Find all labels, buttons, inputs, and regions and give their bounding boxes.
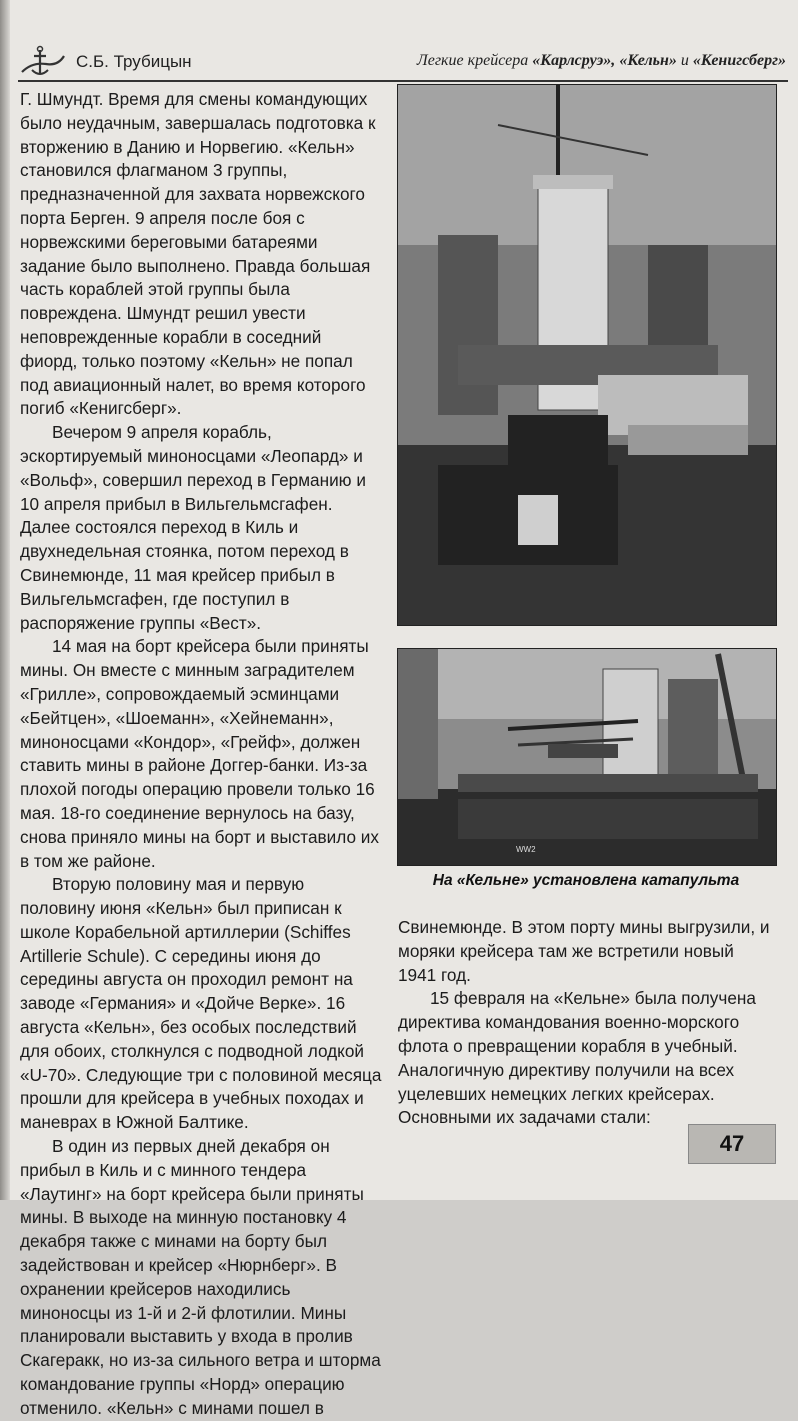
photo-cruiser-funnel-mast-drawing xyxy=(398,85,776,625)
left-text-column xyxy=(20,88,382,1421)
header-series-title: Легкие крейсера «Карлсруэ», «Кельн» и «Кенигсберг» xyxy=(416,52,786,69)
page-number: 47 xyxy=(719,1131,745,1156)
photo-catapult-seaplane xyxy=(397,648,777,866)
photo-watermark: WW2 xyxy=(516,845,536,854)
paragraph: Свинемюнде. В этом порту мины выгрузили, и моряки крейсера там же встретили новый 1941 год. xyxy=(398,917,770,985)
photo-cruiser-funnel-mast xyxy=(397,84,777,626)
header-author: С.Б. Трубицын xyxy=(76,52,192,71)
page-number-box xyxy=(688,1124,776,1164)
paragraph: В один из первых дней декабря он прибыл в Киль и с минного тендера «Лаутинг» на борт крейсера были приняты мины. В выходе на минную постановку 4 декабря также с минами на борту был задействован и крейсер «Нюрнберг». В охранении крейсеров находились миноносцы из 1-й и 2-й флотилии. Мины планировали выставить у входа в пролив Скагеракк, но из-за сильного ветра и шторма командование группы «Норд» операцию отменило. «Кельн» с минами пошел в xyxy=(20,1136,381,1418)
paragraph: 14 мая на борт крейсера были приняты мины. Он вместе с минным заградителем «Грилле», сопровождаемый эсминцами «Бейтцен», «Шоеманн», «Хейнеманн», миноносцами «Кондор», «Грейф», должен ставить мины в районе Доггер-банки. Из-за плохой погоды операцию провели только 16 мая. 18-го соединение вернулось на базу, снова приняло мины на борт и выставило их в том же районе. xyxy=(20,636,380,871)
photo-caption: На «Кельне» установлена катапульта xyxy=(432,872,740,889)
header-rule xyxy=(18,80,788,82)
photo-catapult-seaplane-drawing xyxy=(398,649,776,865)
paragraph: Г. Шмундт. Время для смены командующих было неудачным, завершалась подготовка к вторжению в Данию и Норвегию. «Кельн» становился флагманом 3 группы, предназначенной для захвата норвежского порта Берген. 9 апреля после боя с норвежскими береговыми батареями задание было выполнено. Правда большая часть кораблей этой группы была повреждена. Шмундт решил увести неповрежденные корабли в соседний фиорд, только поэтому «Кельн» не попал под авиационный налет, во время которого погиб «Кенигсберг». xyxy=(20,89,376,419)
anchor-emblem-icon xyxy=(16,44,68,80)
paragraph: 15 февраля на «Кельне» была получена директива командования военно-морского флота о превращении корабля в учебный. Аналогичную директиву получили на всех уцелевших немецких легких крейсерах. Основными их задачами стали: xyxy=(398,988,756,1128)
paragraph: Вторую половину мая и первую половину июня «Кельн» был приписан к школе Корабельной артиллерии (Schiffes Artillerie Schule). С середины июня до середины августа он проходил ремонт на заводе «Германия» и «Дойче Верке». 16 августа «Кельн», без особых последствий для обоих, столкнулся с подводной лодкой «U-70». Следующие три с половиной месяца прошли для крейсера в учебных походах и маневрах в Южной Балтике. xyxy=(20,874,382,1133)
page-edge-shadow xyxy=(0,0,10,1200)
right-text-column xyxy=(398,916,772,1130)
paragraph: Вечером 9 апреля корабль, эскортируемый миноносцами «Леопард» и «Вольф», совершил переход в Германию и 10 апреля прибыл в Вильгельмсгафен. Далее состоялся переход в Киль и двухнедельная стоянка, потом переход в Свинемюнде, 11 мая крейсер прибыл в Вильгельмсгафен, где поступил в распоряжение группы «Вест». xyxy=(20,422,366,633)
